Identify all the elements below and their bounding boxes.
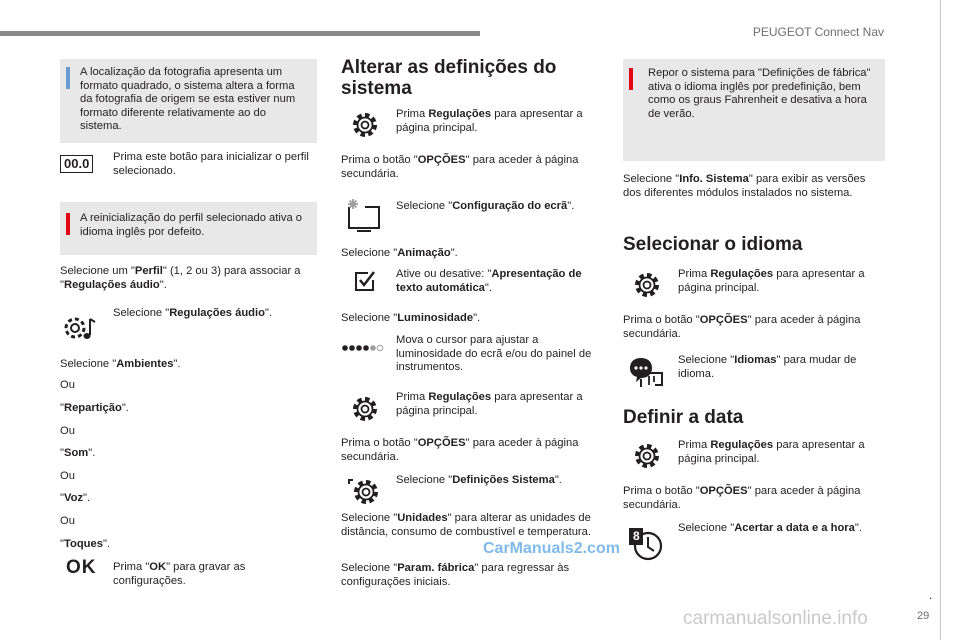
reset-text: Prima este botão para inicializar o perfil selecionado. xyxy=(113,151,309,177)
toques-text: "Toques". xyxy=(60,538,111,550)
settings-gear-icon xyxy=(350,394,380,424)
step-unidades: Selecione "Unidades" para alterar as unidades de distância, consumo de combustível e temperatura. xyxy=(341,512,591,538)
audio-settings-icon xyxy=(60,313,100,343)
settings-gear-icon xyxy=(350,110,380,140)
settings-gear-icon xyxy=(632,270,662,300)
warning-box-text: A reinicialização do perfil selecionado ativa o idioma inglês por defeito. xyxy=(80,212,303,238)
step-definicoes-sistema: Selecione "Definições Sistema". xyxy=(396,474,562,486)
step-opcoes-2: Prima o botão "OPÇÕES" para aceder à página secundária. xyxy=(341,437,579,463)
warning-box-factory xyxy=(623,59,885,161)
lang-step-idiomas: Selecione "Idiomas" para mudar de idioma. xyxy=(678,354,857,380)
lang-step-regulacoes: Prima Regulações para apresentar a página principal. xyxy=(678,268,865,294)
system-settings-icon xyxy=(345,476,385,508)
or-text: Ou xyxy=(60,470,75,482)
step-param-fabrica: Selecione "Param. fábrica" para regressar às configurações iniciais. xyxy=(341,562,570,588)
warning-box-reset xyxy=(60,202,317,255)
checkbox-icon xyxy=(352,268,378,294)
voz-text: "Voz". xyxy=(60,492,91,504)
section-title-language: Selecionar o idioma xyxy=(623,234,803,255)
date-step-acertar: Selecione "Acertar a data e a hora". xyxy=(678,522,862,534)
running-header: PEUGEOT Connect Nav xyxy=(752,25,884,39)
step-apresentacao: Ative ou desative: "Apresentação de texto automática". xyxy=(396,268,582,294)
or-text: Ou xyxy=(60,425,75,437)
brightness-slider-icon xyxy=(341,342,387,354)
margin-rule xyxy=(940,0,941,640)
screen-config-icon xyxy=(343,197,385,235)
ok-button-icon: OK xyxy=(66,557,97,578)
step-regulacoes-2: Prima Regulações para apresentar a página principal. xyxy=(396,391,583,417)
ambientes-text: Selecione "Ambientes". xyxy=(60,358,181,370)
info-box-text: A localização da fotografia apresenta um formato quadrado, o sistema altera a forma da fotografia de origem se esta estiver num formato diferente relativamente ao do sistema. xyxy=(80,66,296,132)
step-config-ecra: Selecione "Configuração do ecrã". xyxy=(396,200,575,212)
step-cursor: Mova o cursor para ajustar a luminosidade do ecrã e/ou do painel de instrumentos. xyxy=(396,334,592,373)
reset-button-icon: 00.0 xyxy=(60,155,93,173)
reparticao-text: "Repartição". xyxy=(60,402,129,414)
lang-step-opcoes: Prima o botão "OPÇÕES" para aceder à página secundária. xyxy=(623,314,861,340)
info-box-photo xyxy=(60,59,317,143)
watermark-carmanuals: CarManuals2.com xyxy=(483,540,620,557)
ok-text: Prima "OK" para gravar as configurações. xyxy=(113,561,246,587)
or-text: Ou xyxy=(60,515,75,527)
step-opcoes: Prima o botão "OPÇÕES" para aceder à página secundária. xyxy=(341,154,579,180)
continuation-dot: . xyxy=(929,588,933,602)
settings-gear-icon xyxy=(632,441,662,471)
select-profile-text: Selecione um "Perfil" (1, 2 ou 3) para associar a "Regulações áudio". xyxy=(60,265,301,291)
step-luminosidade: Selecione "Luminosidade". xyxy=(341,312,481,324)
section-title-date: Definir a data xyxy=(623,407,744,428)
section-title-system: Alterar as definições do sistema xyxy=(341,57,557,99)
language-icon xyxy=(627,355,665,389)
header-rule xyxy=(0,31,480,36)
step-info-sistema: Selecione "Info. Sistema" para exibir as versões dos diferentes módulos instalados no sistema. xyxy=(623,173,866,199)
watermark-site: carmanualsonline.info xyxy=(683,608,868,629)
page-number: 29 xyxy=(917,610,930,622)
som-text: "Som". xyxy=(60,447,96,459)
date-step-opcoes: Prima o botão "OPÇÕES" para aceder à página secundária. xyxy=(623,485,861,511)
warning-marker xyxy=(629,68,633,90)
date-time-icon xyxy=(627,524,667,564)
warning-marker xyxy=(66,213,70,235)
date-badge: 8 xyxy=(633,529,640,543)
warning-box-text: Repor o sistema para "Definições de fábrica" ativa o idioma inglês por predefinição, bem como os graus Fahrenheit e desativa a hora de verão. xyxy=(648,67,871,120)
date-step-regulacoes: Prima Regulações para apresentar a página principal. xyxy=(678,439,865,465)
info-marker xyxy=(66,67,70,89)
step-animacao: Selecione "Animação". xyxy=(341,247,458,259)
or-text: Ou xyxy=(60,379,75,391)
step-regulacoes: Prima Regulações para apresentar a página principal. xyxy=(396,108,583,134)
audio-text: Selecione "Regulações áudio". xyxy=(113,307,273,319)
